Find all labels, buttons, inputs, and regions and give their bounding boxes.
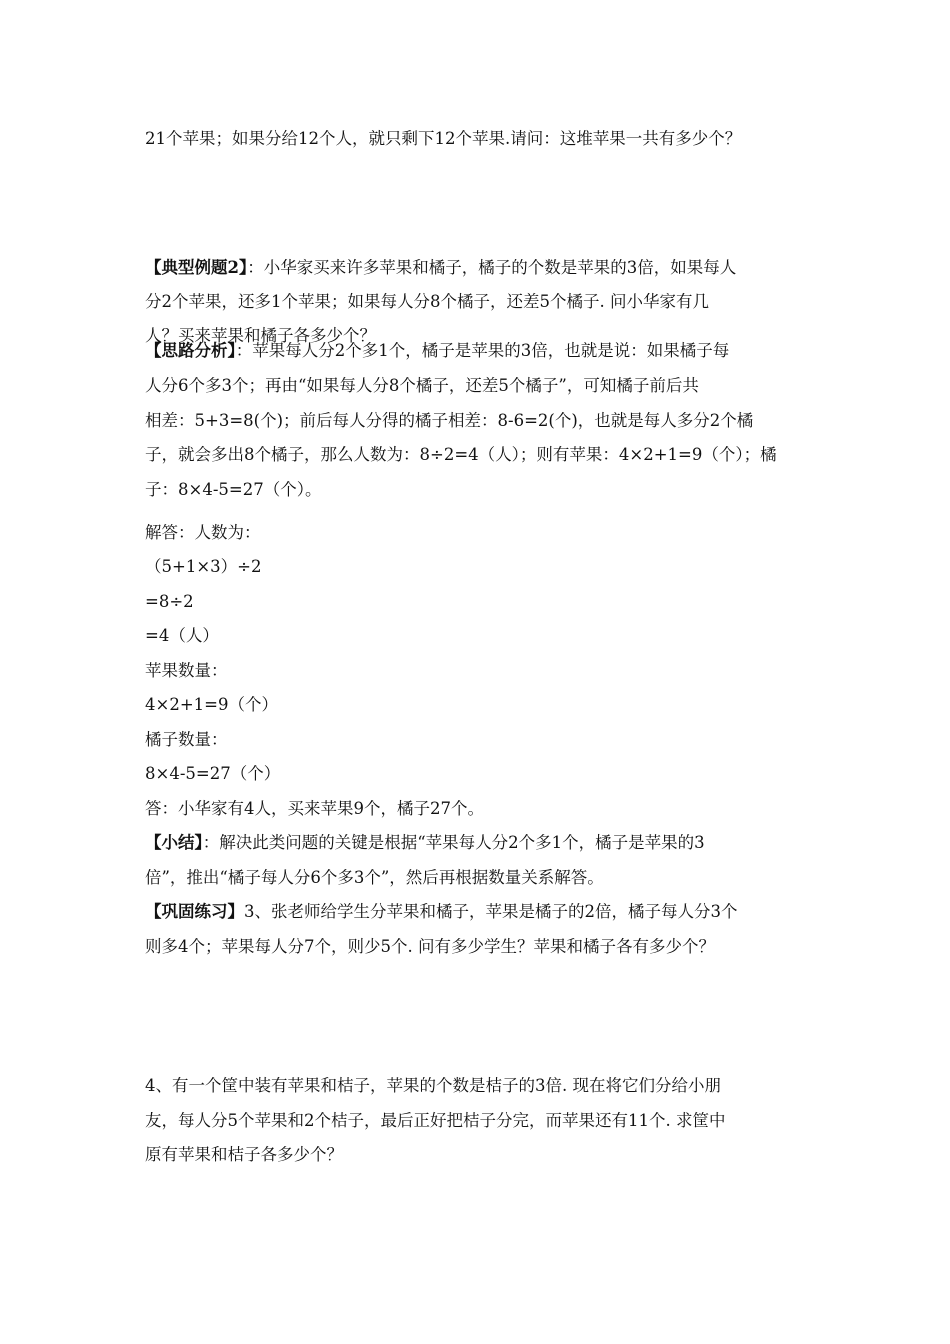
analysis-text-1: ：苹果每人分2个多1个，橘子是苹果的3倍，也就是说：如果橘子每 [235,341,730,360]
analysis-line-3: 相差：5+3=8(个)；前后每人分得的橘子相差：8-6=2(个)，也就是每人多分2个橘 [145,411,754,430]
practice-line-1 [145,902,825,922]
analysis-label: 【思路分析】 [145,341,236,360]
practice-line-2: 则多4个；苹果每人分7个，则少5个. 问有多少学生？苹果和橘子各有多少个？ [145,937,715,956]
summary-label: 【小结】 [145,833,203,852]
problem4-line-2: 友，每人分5个苹果和2个桔子，最后正好把桔子分完，而苹果还有11个. 求筐中 [145,1111,726,1130]
answer-line: 答：小华家有4人，买来苹果9个，橘子27个。 [145,799,484,818]
solution-line-5: 苹果数量： [145,661,228,680]
analysis-line-1 [145,341,825,361]
summary-line-1 [145,833,825,853]
example2-line-2: 分2个苹果，还多1个苹果；如果每人分8个橘子，还差5个橘子. 问小华家有几 [145,292,709,311]
intro-line: 21个苹果；如果分给12个人，就只剩下12个苹果.请问：这堆苹果一共有多少个？ [145,129,742,148]
solution-line-4: =4（人） [145,626,219,645]
summary-text-1: ：解决此类问题的关键是根据“苹果每人分2个多1个，橘子是苹果的3 [202,833,705,852]
example2-line-3: 人？买来苹果和橘子各多少个？ [145,326,376,345]
analysis-line-4: 子，就会多出8个橘子，那么人数为：8÷2=4（人）；则有苹果：4×2+1=9（个）；橘 [145,445,777,464]
analysis-line-5: 子：8×4-5=27（个）。 [145,480,322,499]
solution-line-3: =8÷2 [145,592,194,611]
solution-line-1: 解答：人数为： [145,523,261,542]
practice-label: 【巩固练习】 [145,902,244,921]
example2-text-1: ：小华家买来许多苹果和橘子，橘子的个数是苹果的3倍，如果每人 [247,258,737,277]
example2-line-1 [145,258,825,278]
solution-line-7: 橘子数量： [145,730,228,749]
practice-text-1: 3、张老师给学生分苹果和橘子，苹果是橘子的2倍，橘子每人分3个 [244,902,738,921]
problem4-line-1: 4、有一个筐中装有苹果和桔子，苹果的个数是桔子的3倍. 现在将它们分给小朋 [145,1076,721,1095]
solution-line-2: （5+1×3）÷2 [145,557,262,576]
example2-label: 【典型例题2】 [145,258,248,277]
solution-line-6: 4×2+1=9（个） [145,695,278,714]
problem4-line-3: 原有苹果和桔子各多少个？ [145,1145,343,1164]
summary-line-2: 倍”，推出“橘子每人分6个多3个”，然后再根据数量关系解答。 [145,868,604,887]
solution-line-8: 8×4-5=27（个） [145,764,281,783]
analysis-line-2: 人分6个多3个；再由“如果每人分8个橘子，还差5个橘子”，可知橘子前后共 [145,376,699,395]
